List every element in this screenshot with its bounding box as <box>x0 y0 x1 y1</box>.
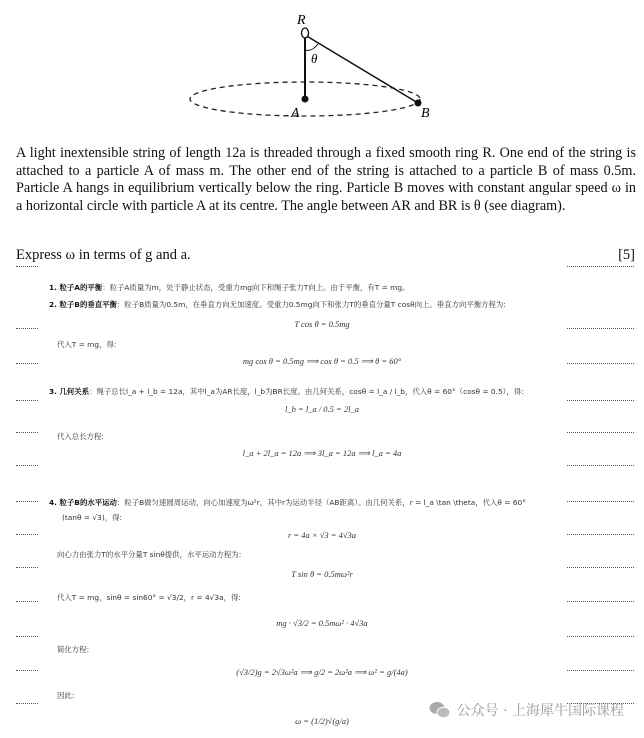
equation-3: l_b = l_a / 0.5 = 2l_a <box>284 404 360 414</box>
step-4: 4. 粒子B的水平运动：粒子B做匀速圆周运动，向心加速度为ω²r，其中r为运动半径（AB距离）。由几何关系，r = l_a \tan \theta，代入θ = 60° <box>49 498 526 507</box>
equation-9: ω = (1/2)√(g/a) <box>295 716 349 726</box>
step-1: 1. 粒子A的平衡：粒子A质量为m，处于静止状态，受重力mg向下和绳子张力T向上。由于平衡，有T = mg。 <box>49 283 410 292</box>
equation-5: r = 4a × √3 = 4√3a <box>287 530 357 540</box>
equation-2: mg cos θ = 0.5mg ⟹ cos θ = 0.5 ⟹ θ = 60° <box>242 356 402 366</box>
substitution-6: 因此: <box>57 691 75 700</box>
marks: [5] <box>618 247 635 263</box>
label-B: B <box>421 106 430 121</box>
equation-8: (√3/2)g = 2√3ω²a ⟹ g/2 = 2ω²a ⟹ ω² = g/(4a) <box>236 667 408 677</box>
substitution-5: 简化方程: <box>57 645 90 654</box>
question-text: A light inextensible string of length 12a is threaded through a fixed smooth ring R. One end of the string is attached to a particle A of mass m. The other end of the string is attached to a particle B of mass 0.5m. Particle A hangs in equilibrium vertically below the ring. Particle B moves with constant angular speed ω in a horizontal circle with particle A at its centre. The angle between AR and BR is θ (see diagram). <box>16 145 636 214</box>
equation-6: T sin θ = 0.5mω²r <box>291 569 353 579</box>
string-BR <box>305 35 418 103</box>
label-R: R <box>297 13 306 28</box>
watermark <box>429 700 624 720</box>
step-3: 3. 几何关系：绳子总长l_a + l_b = 12a，其中l_a为AR长度，l_b为BR长度。由几何关系，cosθ = l_a / l_b，代入θ = 60°（cosθ = 0.5），得: <box>49 387 524 396</box>
substitution-1: 代入T = mg，得: <box>57 340 117 349</box>
angle-arc <box>305 44 318 50</box>
step-2: 2. 粒子B的垂直平衡：粒子B质量为0.5m，在垂直方向无加速度。受重力0.5mg向下和张力T的垂直分量T cosθ向上。垂直方向平衡方程为: <box>49 300 506 309</box>
watermark-text: 公众号 · 上海犀牛国际课程 <box>456 703 624 719</box>
diagram <box>0 0 644 125</box>
label-theta: θ <box>311 51 318 66</box>
label-A: A <box>291 106 300 121</box>
ring-R <box>302 28 309 38</box>
question-prompt: Express ω in terms of g and a. <box>16 247 191 263</box>
wechat-icon <box>429 701 451 719</box>
equation-1: T cos θ = 0.5mg <box>294 319 350 329</box>
step-4-cont: (tanθ = √3)，得: <box>62 513 122 522</box>
particle-A <box>302 96 309 103</box>
substitution-3: 向心力由张力T的水平分量T sinθ提供，水平运动方程为: <box>57 550 242 559</box>
equation-7: mg · √3/2 = 0.5mω² · 4√3a <box>276 618 368 628</box>
substitution-4: 代入T = mg，sinθ = sin60° = √3/2，r = 4√3a，得: <box>57 593 241 602</box>
equation-4: l_a + 2l_a = 12a ⟹ 3l_a = 12a ⟹ l_a = 4a <box>242 448 402 458</box>
substitution-2: 代入总长方程: <box>57 432 104 441</box>
